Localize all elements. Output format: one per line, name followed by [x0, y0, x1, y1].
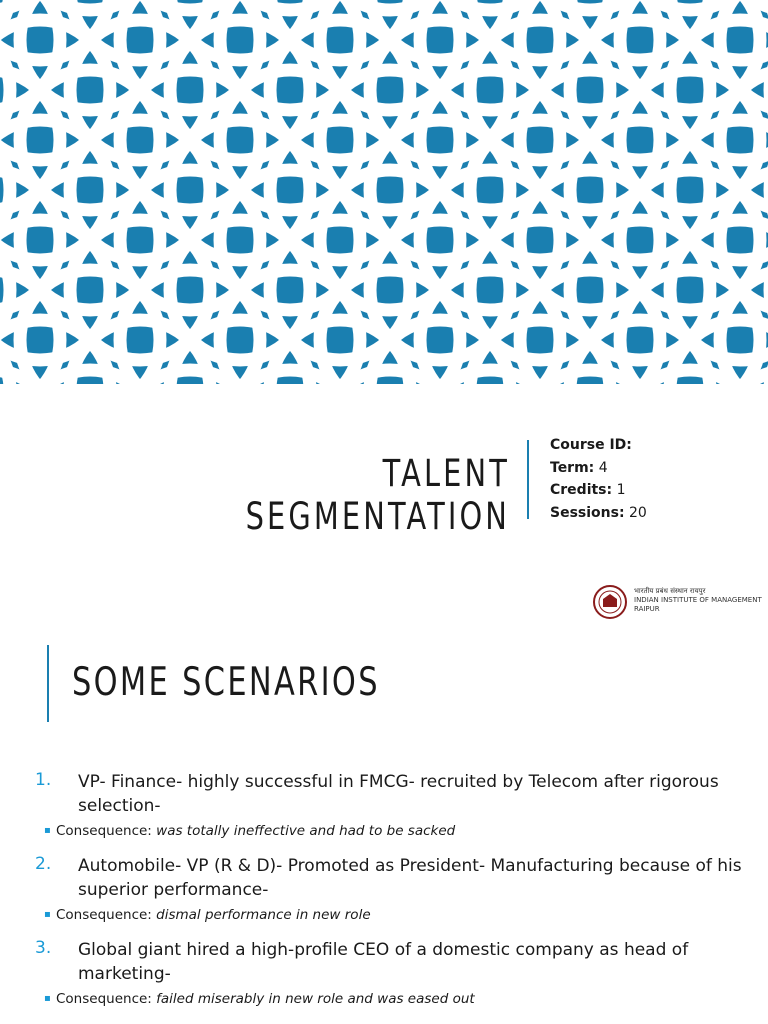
pattern-ring [420, 370, 560, 384]
scenario-text: Automobile- VP (R & D)- Promoted as President- Manufacturing because of his superior performance- [78, 856, 742, 900]
sessions-row [550, 502, 647, 525]
bullet-icon: ▪ [44, 909, 51, 920]
consequence-label: Consequence: [56, 907, 152, 923]
logo-hindi: भारतीय प्रबंध संस्थान रायपुर [634, 587, 706, 595]
credits-value: 1 [616, 482, 626, 498]
scenario-text: VP- Finance- highly successful in FMCG- recruited by Telecom after rigorous selection- [78, 772, 719, 816]
sessions-value: 20 [629, 504, 647, 521]
consequence-label: Consequence: [56, 823, 152, 839]
consequence-text: was totally ineffective and had to be sacked [156, 823, 456, 839]
slide-title: TALENT SEGMENTATION [245, 452, 510, 538]
title-divider [527, 440, 529, 519]
consequence-text: failed miserably in new role and was eased out [156, 991, 475, 1007]
scenario-number: 1. [35, 770, 52, 790]
term-value: 4 [598, 459, 608, 476]
consequence-label: Consequence: [56, 991, 152, 1007]
pattern-ring [120, 370, 260, 384]
term-row [550, 457, 647, 480]
logo-text [634, 587, 762, 614]
scenario-consequence [44, 990, 768, 1008]
pattern-ring [620, 370, 760, 384]
sessions-label: Sessions: [550, 504, 625, 521]
scenario-item [0, 770, 768, 840]
credits-label: Credits: [550, 482, 613, 498]
logo-line2: RAIPUR [634, 605, 660, 613]
scenario-item [0, 854, 768, 924]
iim-emblem-icon [592, 584, 628, 620]
scenario-consequence [44, 906, 768, 924]
scenario-consequence [44, 822, 768, 840]
iim-raipur-logo [592, 584, 762, 620]
bullet-icon: ▪ [44, 825, 51, 836]
interlocking-circles-pattern [0, 0, 768, 384]
scenario-text: Global giant hired a high-profile CEO of a domestic company as head of marketing- [78, 940, 689, 984]
term-label: Term: [550, 459, 595, 476]
scenario-list [0, 770, 768, 1008]
consequence-text: dismal performance in new role [156, 907, 371, 923]
section-accent-bar [47, 645, 49, 722]
credits-row [550, 479, 647, 502]
pattern-ring [320, 370, 460, 384]
section-title: SOME SCENARIOS [72, 660, 380, 705]
bullet-icon: ▪ [44, 993, 51, 1004]
title-section [0, 384, 768, 574]
pattern-ring [220, 370, 360, 384]
course-id-label: Course ID: [550, 437, 632, 453]
scenario-number: 2. [35, 854, 52, 874]
pattern-ring [20, 370, 160, 384]
scenario-number: 3. [35, 938, 52, 958]
decorative-pattern-banner [0, 0, 768, 384]
logo-line1: INDIAN INSTITUTE OF MANAGEMENT [634, 596, 762, 604]
course-id-row [550, 434, 647, 457]
scenario-item [0, 938, 768, 1008]
pattern-ring [520, 370, 660, 384]
course-info [550, 434, 647, 524]
